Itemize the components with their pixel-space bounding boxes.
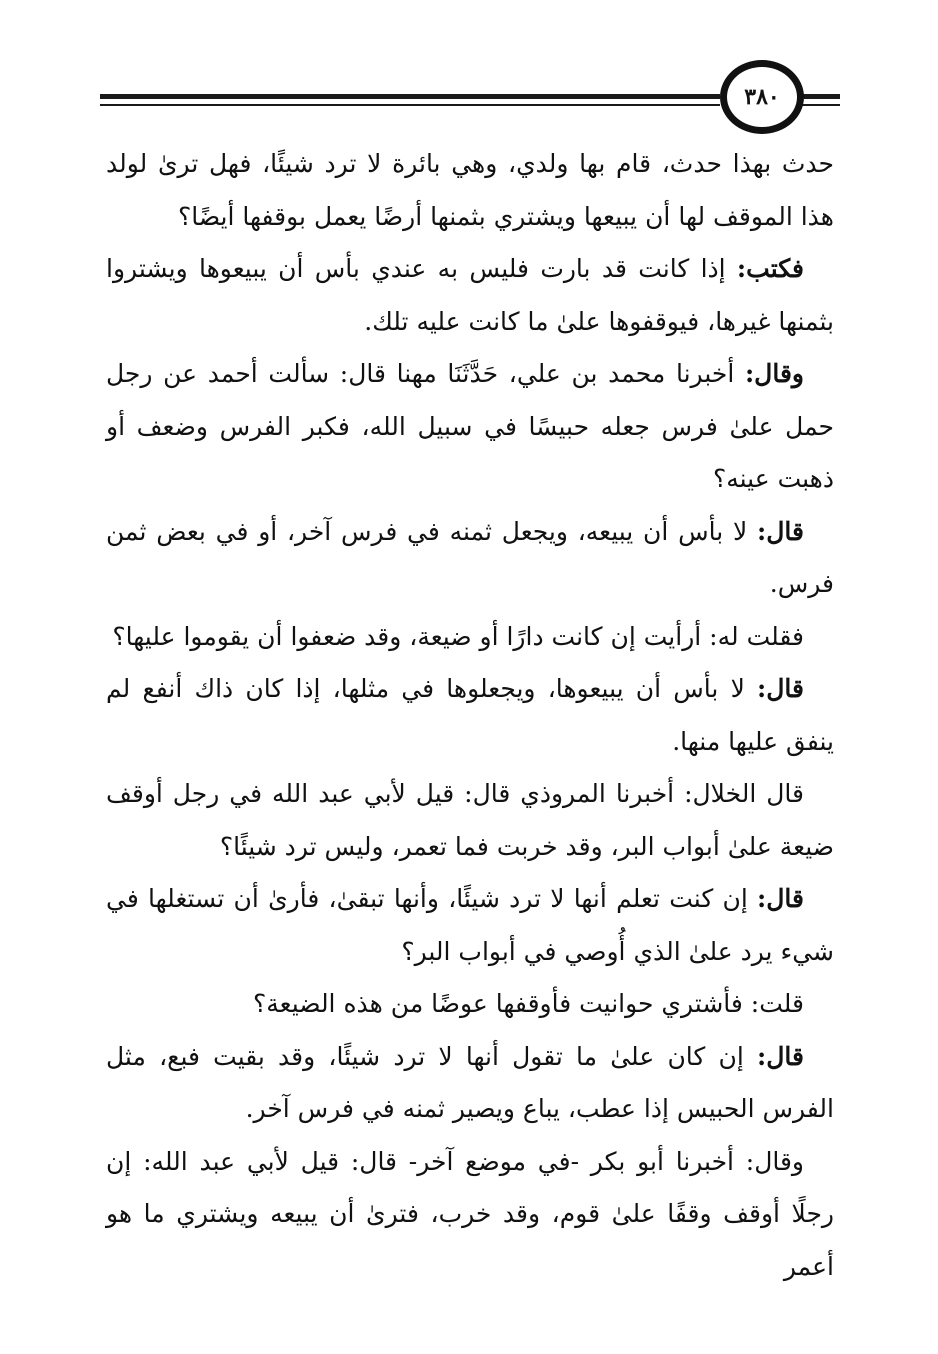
paragraph-text: وقال: أخبرنا أبو بكر -في موضع آخر- قال: قيل لأبي عبد الله: إن رجلًا أوقف وقفًا علىٰ قوم، وقد خرب، فترىٰ أن يبيعه ويشتري ما هو أعمر (106, 1146, 834, 1281)
header-rule-right-thin (800, 104, 840, 106)
paragraph-lead: قال: (757, 884, 804, 913)
paragraph-lead: قال: (757, 516, 804, 546)
page-header (100, 60, 840, 140)
paragraph (106, 768, 834, 873)
paragraph-lead: وقال: (744, 359, 804, 388)
page-number-ring (720, 60, 804, 134)
header-rule-thick (100, 94, 720, 99)
paragraph-text: قلت: فأشتري حوانيت فأوقفها عوضًا من هذه الضيعة؟ (252, 989, 804, 1018)
paragraph-lead: قال: (757, 674, 804, 703)
paragraph (106, 506, 834, 611)
paragraph-text: فقلت له: أرأيت إن كانت دارًا أو ضيعة، وقد ضعفوا أن يقوموا عليها؟ (112, 621, 804, 651)
paragraph-text: أخبرنا محمد بن علي، حَدَّثَنَا مهنا قال: سألت أحمد عن رجل حمل علىٰ فرس جعله حبيسًا في سبيل الله، فكبر الفرس وضعف أو ذهبت عينه؟ (106, 359, 834, 493)
paragraph-lead: فكتب: (736, 254, 804, 283)
body-text (106, 138, 834, 1293)
paragraph (106, 873, 834, 978)
paragraph-text: إن كنت تعلم أنها لا ترد شيئًا، وأنها تبقىٰ، فأرىٰ أن تستغلها في شيء يرد علىٰ الذي أُوصي في أبواب البر؟ (106, 884, 834, 966)
paragraph (106, 611, 834, 664)
paragraph-text: إذا كانت قد بارت فليس به عندي بأس أن يبيعوها ويشتروا بثمنها غيرها، فيوقفوها علىٰ ما كانت عليه تلك. (106, 254, 834, 336)
paragraph (106, 978, 834, 1031)
paragraph-text: لا بأس أن يبيعوها، ويجعلوها في مثلها، إذا كان ذاك أنفع لم ينفق عليها منها. (106, 674, 834, 756)
paragraph (106, 243, 834, 348)
paragraph (106, 348, 834, 506)
page-number: ٣٨٠ (744, 84, 780, 110)
paragraph (106, 1136, 834, 1294)
header-rule-right-thick (800, 94, 840, 99)
paragraph (106, 663, 834, 768)
paragraph (106, 1031, 834, 1136)
paragraph-text: حدث بهذا حدث، قام بها ولدي، وهي بائرة لا ترد شيئًا، فهل ترىٰ لولد هذا الموقف لها أن يبيعها ويشتري بثمنها أرضًا يعمل بوقفها أيضًا؟ (106, 149, 834, 231)
paragraph-text: لا بأس أن يبيعه، ويجعل ثمنه في فرس آخر، أو في بعض ثمن فرس. (106, 516, 834, 598)
paragraph-lead: قال: (757, 1041, 804, 1071)
header-rule-thin (100, 104, 720, 106)
paragraph-text: إن كان علىٰ ما تقول أنها لا ترد شيئًا، وقد بقيت فبع، مثل الفرس الحبيس إذا عطب، يباع ويصير ثمنه في فرس آخر. (106, 1041, 834, 1123)
paragraph (106, 138, 834, 243)
paragraph-text: قال الخلال: أخبرنا المروذي قال: قيل لأبي عبد الله في رجل أوقف ضيعة علىٰ أبواب البر، وقد خربت فما تعمر، وليس ترد شيئًا؟ (106, 779, 834, 861)
